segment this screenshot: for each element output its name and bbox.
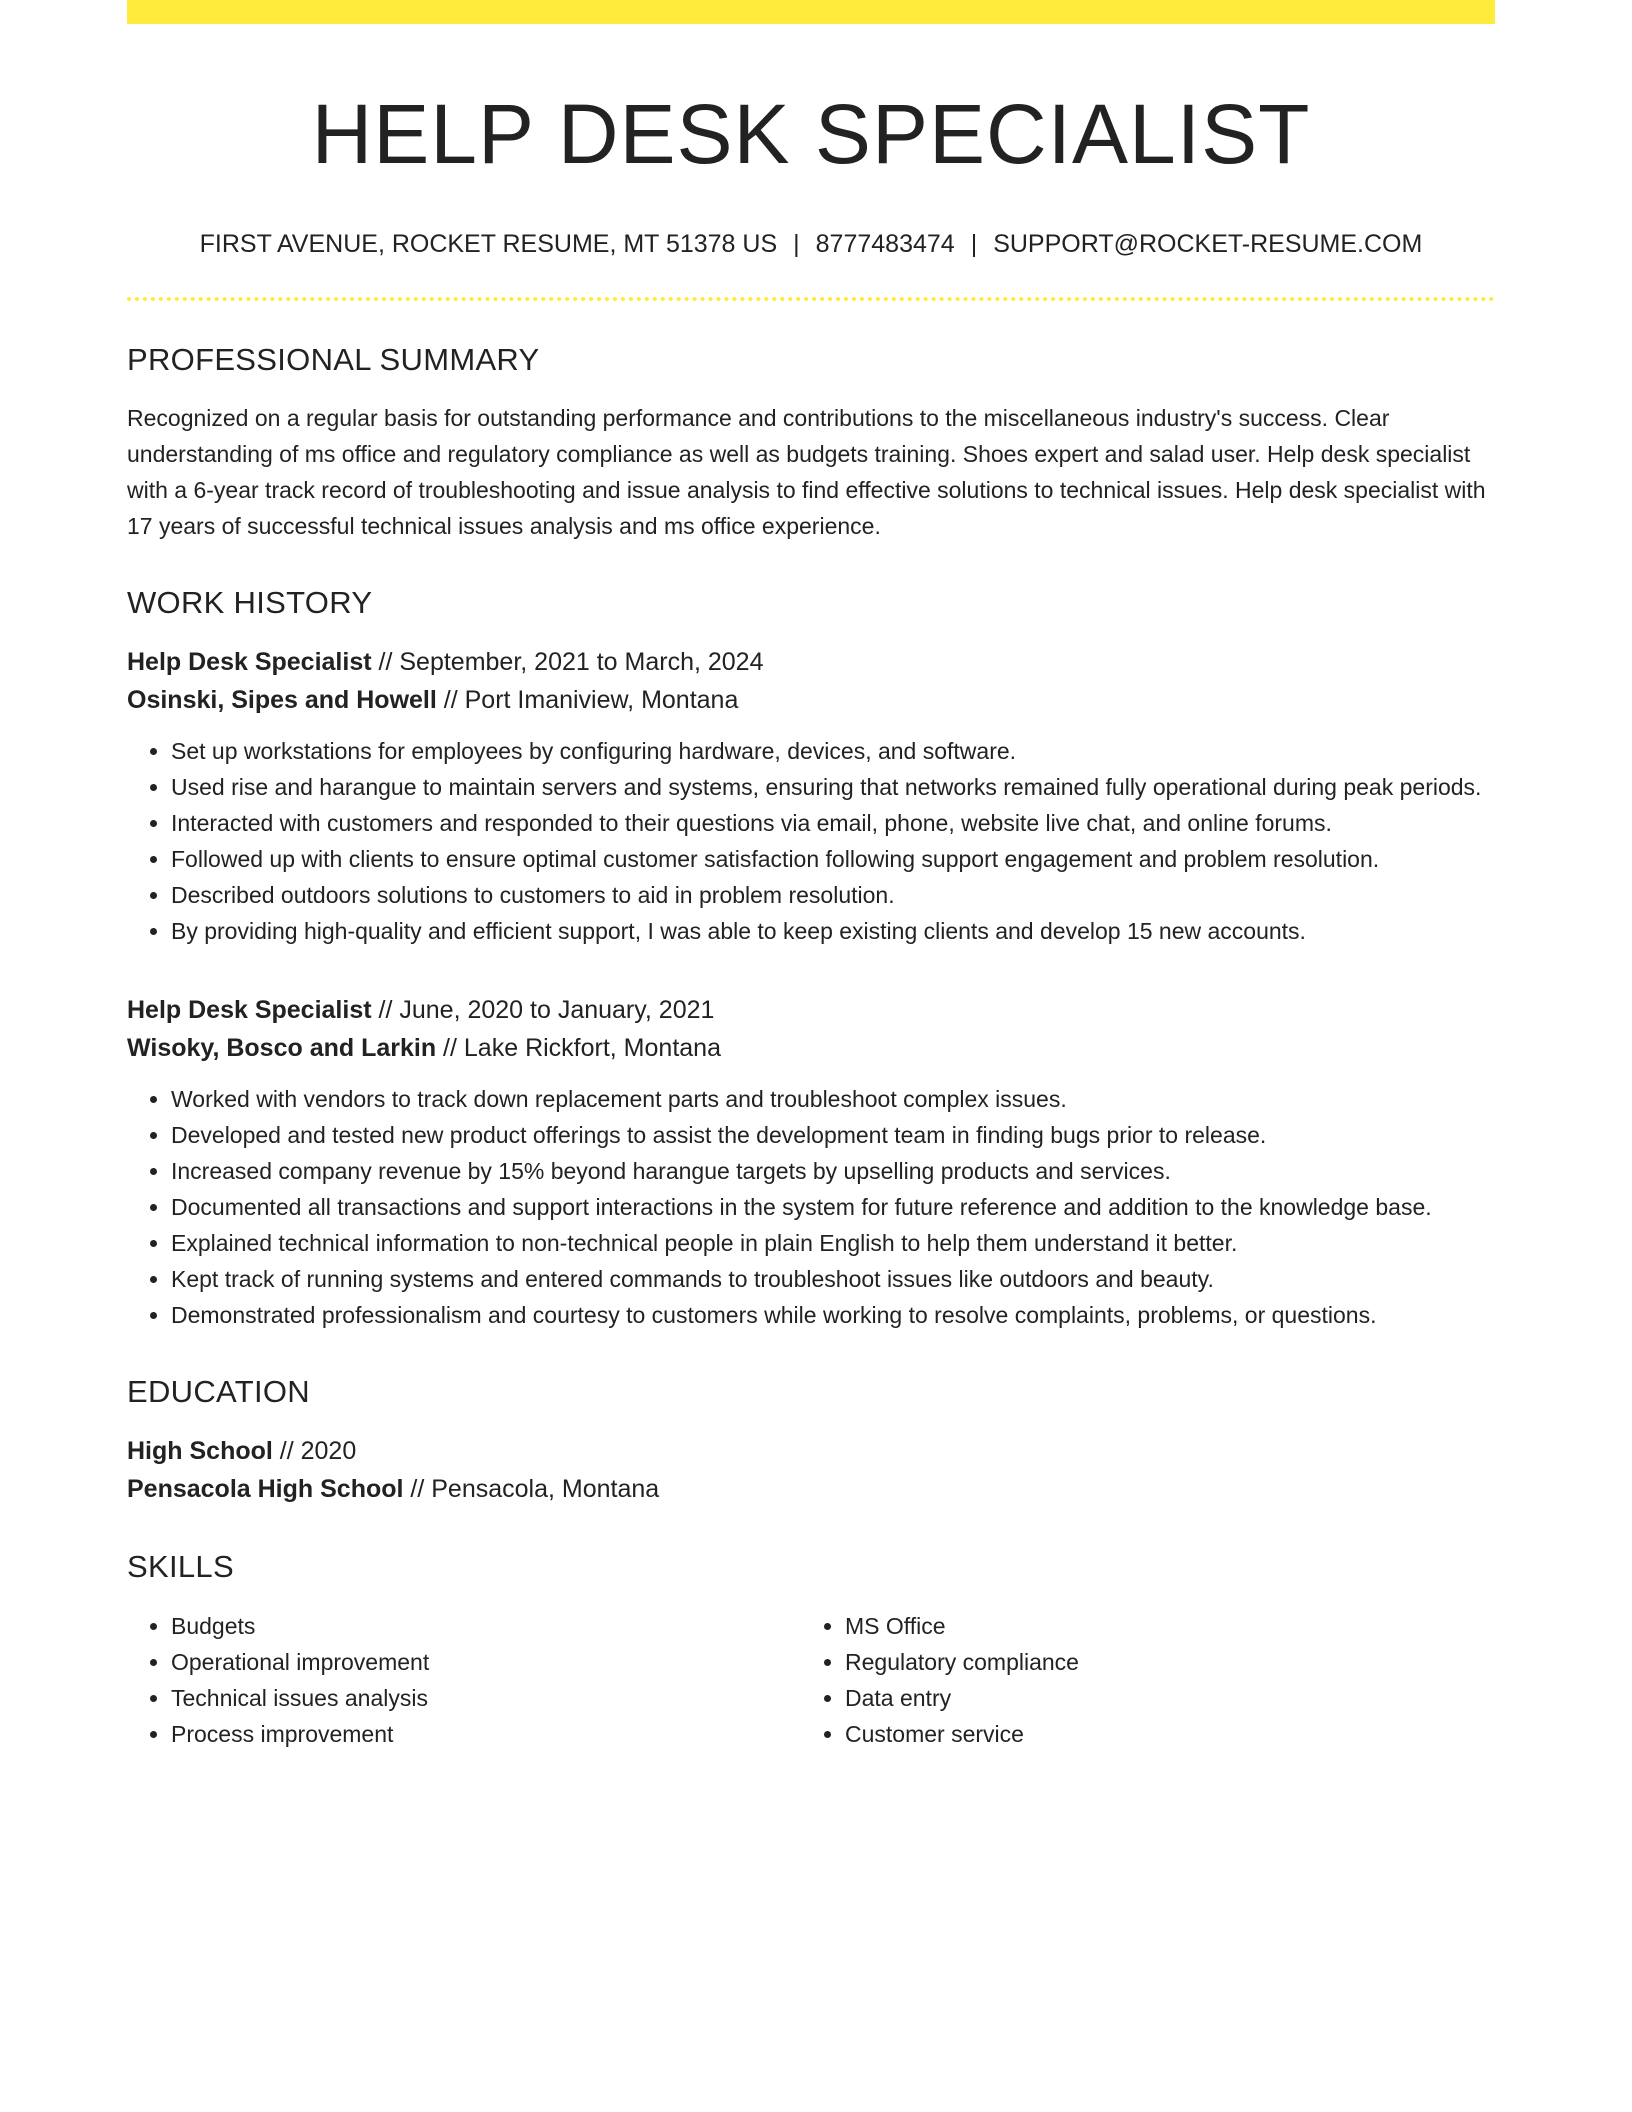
education-degree: High School bbox=[127, 1437, 273, 1466]
list-item: • Worked with vendors to track down replacement parts and troubleshoot complex issues. bbox=[171, 1081, 1495, 1117]
list-item: • Set up workstations for employees by configuring hardware, devices, and software. bbox=[171, 733, 1495, 769]
work-history-heading: WORK HISTORY bbox=[127, 584, 373, 620]
job-location: Port Imaniview, Montana bbox=[464, 686, 739, 715]
list-item: • Followed up with clients to ensure optimal customer satisfaction following support engagement and problem resolution. bbox=[171, 841, 1495, 877]
contact-address: FIRST AVENUE, ROCKET RESUME, MT 51378 US bbox=[199, 229, 778, 258]
skill-item: • Customer service bbox=[845, 1716, 1475, 1752]
job-dates: September, 2021 to March, 2024 bbox=[399, 648, 764, 677]
skill-item: • Regulatory compliance bbox=[845, 1644, 1475, 1680]
job-role: Help Desk Specialist bbox=[127, 996, 372, 1025]
skill-item: • Technical issues analysis bbox=[171, 1680, 801, 1716]
list-item: • Documented all transactions and support interactions in the system for future reference and addition to the knowledge base. bbox=[171, 1189, 1495, 1225]
summary-text: Recognized on a regular basis for outstanding performance and contributions to the miscellaneous industry's success. Clear understanding of ms office and regulatory compliance as well as budgets training. Shoes expert and salad user. Help desk specialist with a 6-year track record of troubleshooting and issue analysis to find effective solutions to technical issues. Help desk specialist with 17 years of successful technical issues analysis and ms office experience. bbox=[127, 404, 1486, 539]
job-entry bbox=[127, 643, 1495, 949]
education-year: 2020 bbox=[300, 1437, 357, 1466]
skill-item: • MS Office bbox=[845, 1608, 1475, 1644]
job-role-line bbox=[127, 991, 1495, 1029]
job-company-line bbox=[127, 681, 1495, 719]
list-item: • By providing high-quality and efficient support, I was able to keep existing clients and develop 15 new accounts. bbox=[171, 913, 1495, 949]
skill-item: • Process improvement bbox=[171, 1716, 801, 1752]
list-item: • Demonstrated professionalism and courtesy to customers while working to resolve complaints, problems, or questions. bbox=[171, 1297, 1495, 1333]
list-item: • Described outdoors solutions to customers to aid in problem resolution. bbox=[171, 877, 1495, 913]
job-company: Wisoky, Bosco and Larkin bbox=[127, 1034, 437, 1063]
education-entry bbox=[127, 1432, 1495, 1508]
field-divider: // bbox=[403, 1475, 432, 1504]
list-item: • Interacted with customers and responded to their questions via email, phone, website live chat, and online forums. bbox=[171, 805, 1495, 841]
job-location: Lake Rickfort, Montana bbox=[463, 1034, 721, 1063]
resume-page bbox=[127, 0, 1495, 1752]
field-divider: // bbox=[371, 648, 400, 677]
list-item: • Explained technical information to non-technical people in plain English to help them understand it better. bbox=[171, 1225, 1495, 1261]
job-company: Osinski, Sipes and Howell bbox=[127, 686, 437, 715]
job-role-line bbox=[127, 643, 1495, 681]
list-item: • Used rise and harangue to maintain servers and systems, ensuring that networks remained fully operational during peak periods. bbox=[171, 769, 1495, 805]
contact-line bbox=[127, 229, 1495, 259]
field-divider: // bbox=[371, 996, 400, 1025]
job-bullet-list bbox=[127, 1081, 1495, 1333]
education-school-line bbox=[127, 1470, 1495, 1508]
accent-bar bbox=[127, 0, 1495, 24]
skills-heading: SKILLS bbox=[127, 1549, 234, 1585]
skill-item: • Budgets bbox=[171, 1608, 801, 1644]
resume-title: HELP DESK SPECIALIST bbox=[311, 87, 1311, 181]
dotted-divider bbox=[127, 297, 1495, 301]
education-heading: EDUCATION bbox=[127, 1374, 310, 1410]
contact-phone: 8777483474 bbox=[815, 229, 955, 258]
job-role: Help Desk Specialist bbox=[127, 648, 372, 677]
field-divider: // bbox=[436, 686, 465, 715]
field-divider: // bbox=[436, 1034, 464, 1063]
education-location: Pensacola, Montana bbox=[431, 1475, 660, 1504]
skills-list-left bbox=[127, 1608, 801, 1752]
skills-list-right bbox=[801, 1608, 1475, 1752]
contact-email: SUPPORT@ROCKET-RESUME.COM bbox=[993, 229, 1423, 258]
list-item: • Developed and tested new product offerings to assist the development team in finding bugs prior to release. bbox=[171, 1117, 1495, 1153]
education-degree-line bbox=[127, 1432, 1495, 1470]
skills-columns bbox=[127, 1608, 1495, 1752]
job-entry bbox=[127, 991, 1495, 1333]
skill-item: • Data entry bbox=[845, 1680, 1475, 1716]
education-school: Pensacola High School bbox=[127, 1475, 404, 1504]
field-divider: // bbox=[272, 1437, 301, 1466]
skill-item: • Operational improvement bbox=[171, 1644, 801, 1680]
contact-separator: | bbox=[793, 229, 800, 258]
job-company-line bbox=[127, 1029, 1495, 1067]
list-item: • Increased company revenue by 15% beyond harangue targets by upselling products and services. bbox=[171, 1153, 1495, 1189]
summary-heading: PROFESSIONAL SUMMARY bbox=[127, 341, 540, 377]
contact-separator: | bbox=[970, 229, 978, 258]
job-bullet-list bbox=[127, 733, 1495, 949]
list-item: • Kept track of running systems and entered commands to troubleshoot issues like outdoors and beauty. bbox=[171, 1261, 1495, 1297]
job-dates: June, 2020 to January, 2021 bbox=[399, 996, 715, 1025]
